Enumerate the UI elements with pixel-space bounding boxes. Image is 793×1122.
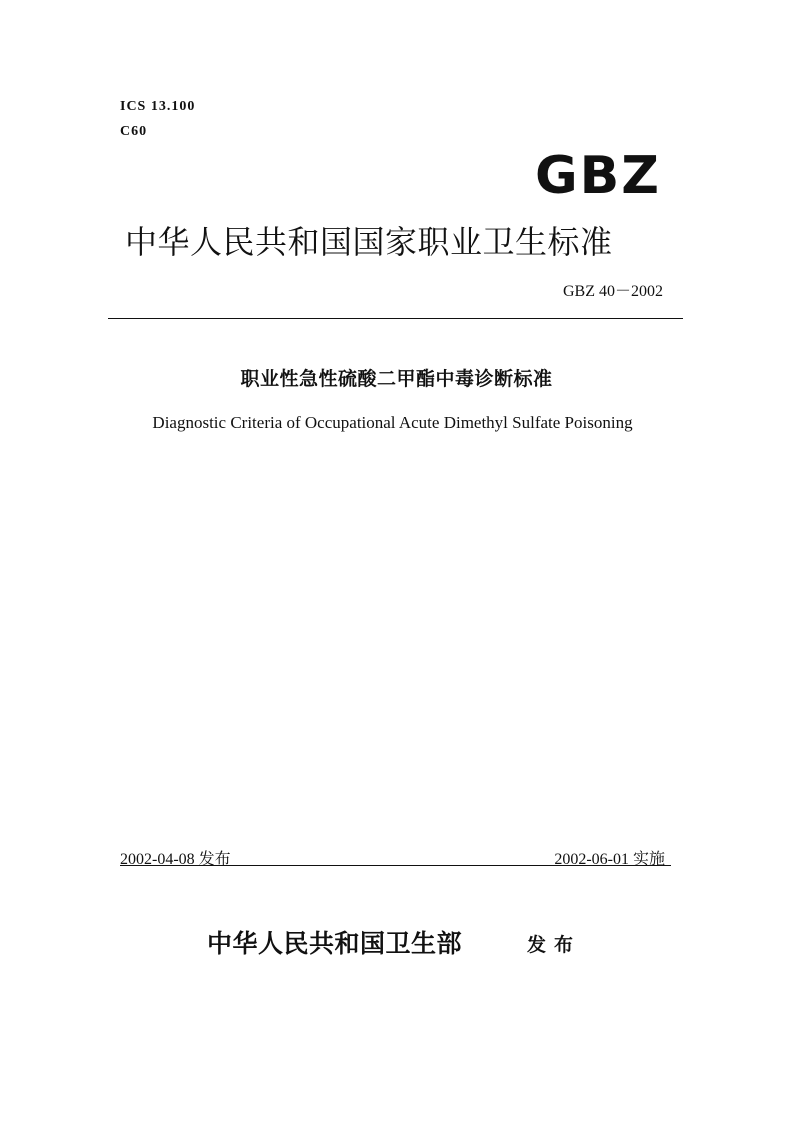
standard-category: 中华人民共和国国家职业卫生标准	[125, 223, 613, 261]
ics-code: ICS 13.100	[120, 99, 196, 114]
ccs-code: C60	[120, 124, 148, 139]
issue-label: 发布	[527, 934, 582, 956]
standard-number: GBZ 40－2002	[562, 283, 663, 300]
bottom-divider	[120, 865, 671, 866]
implementation-date: 2002-06-01 实施	[554, 851, 665, 868]
issuing-authority: 中华人民共和国卫生部	[207, 929, 463, 958]
issue-date: 2002-04-08 发布	[120, 851, 231, 868]
top-divider	[108, 318, 683, 319]
document-title-chinese: 职业性急性硫酸二甲酯中毒诊断标准	[240, 368, 553, 390]
gbz-logo: GBZ	[534, 146, 661, 206]
document-title-english: Diagnostic Criteria of Occupational Acute Dimethyl Sulfate Poisoning	[152, 413, 633, 432]
